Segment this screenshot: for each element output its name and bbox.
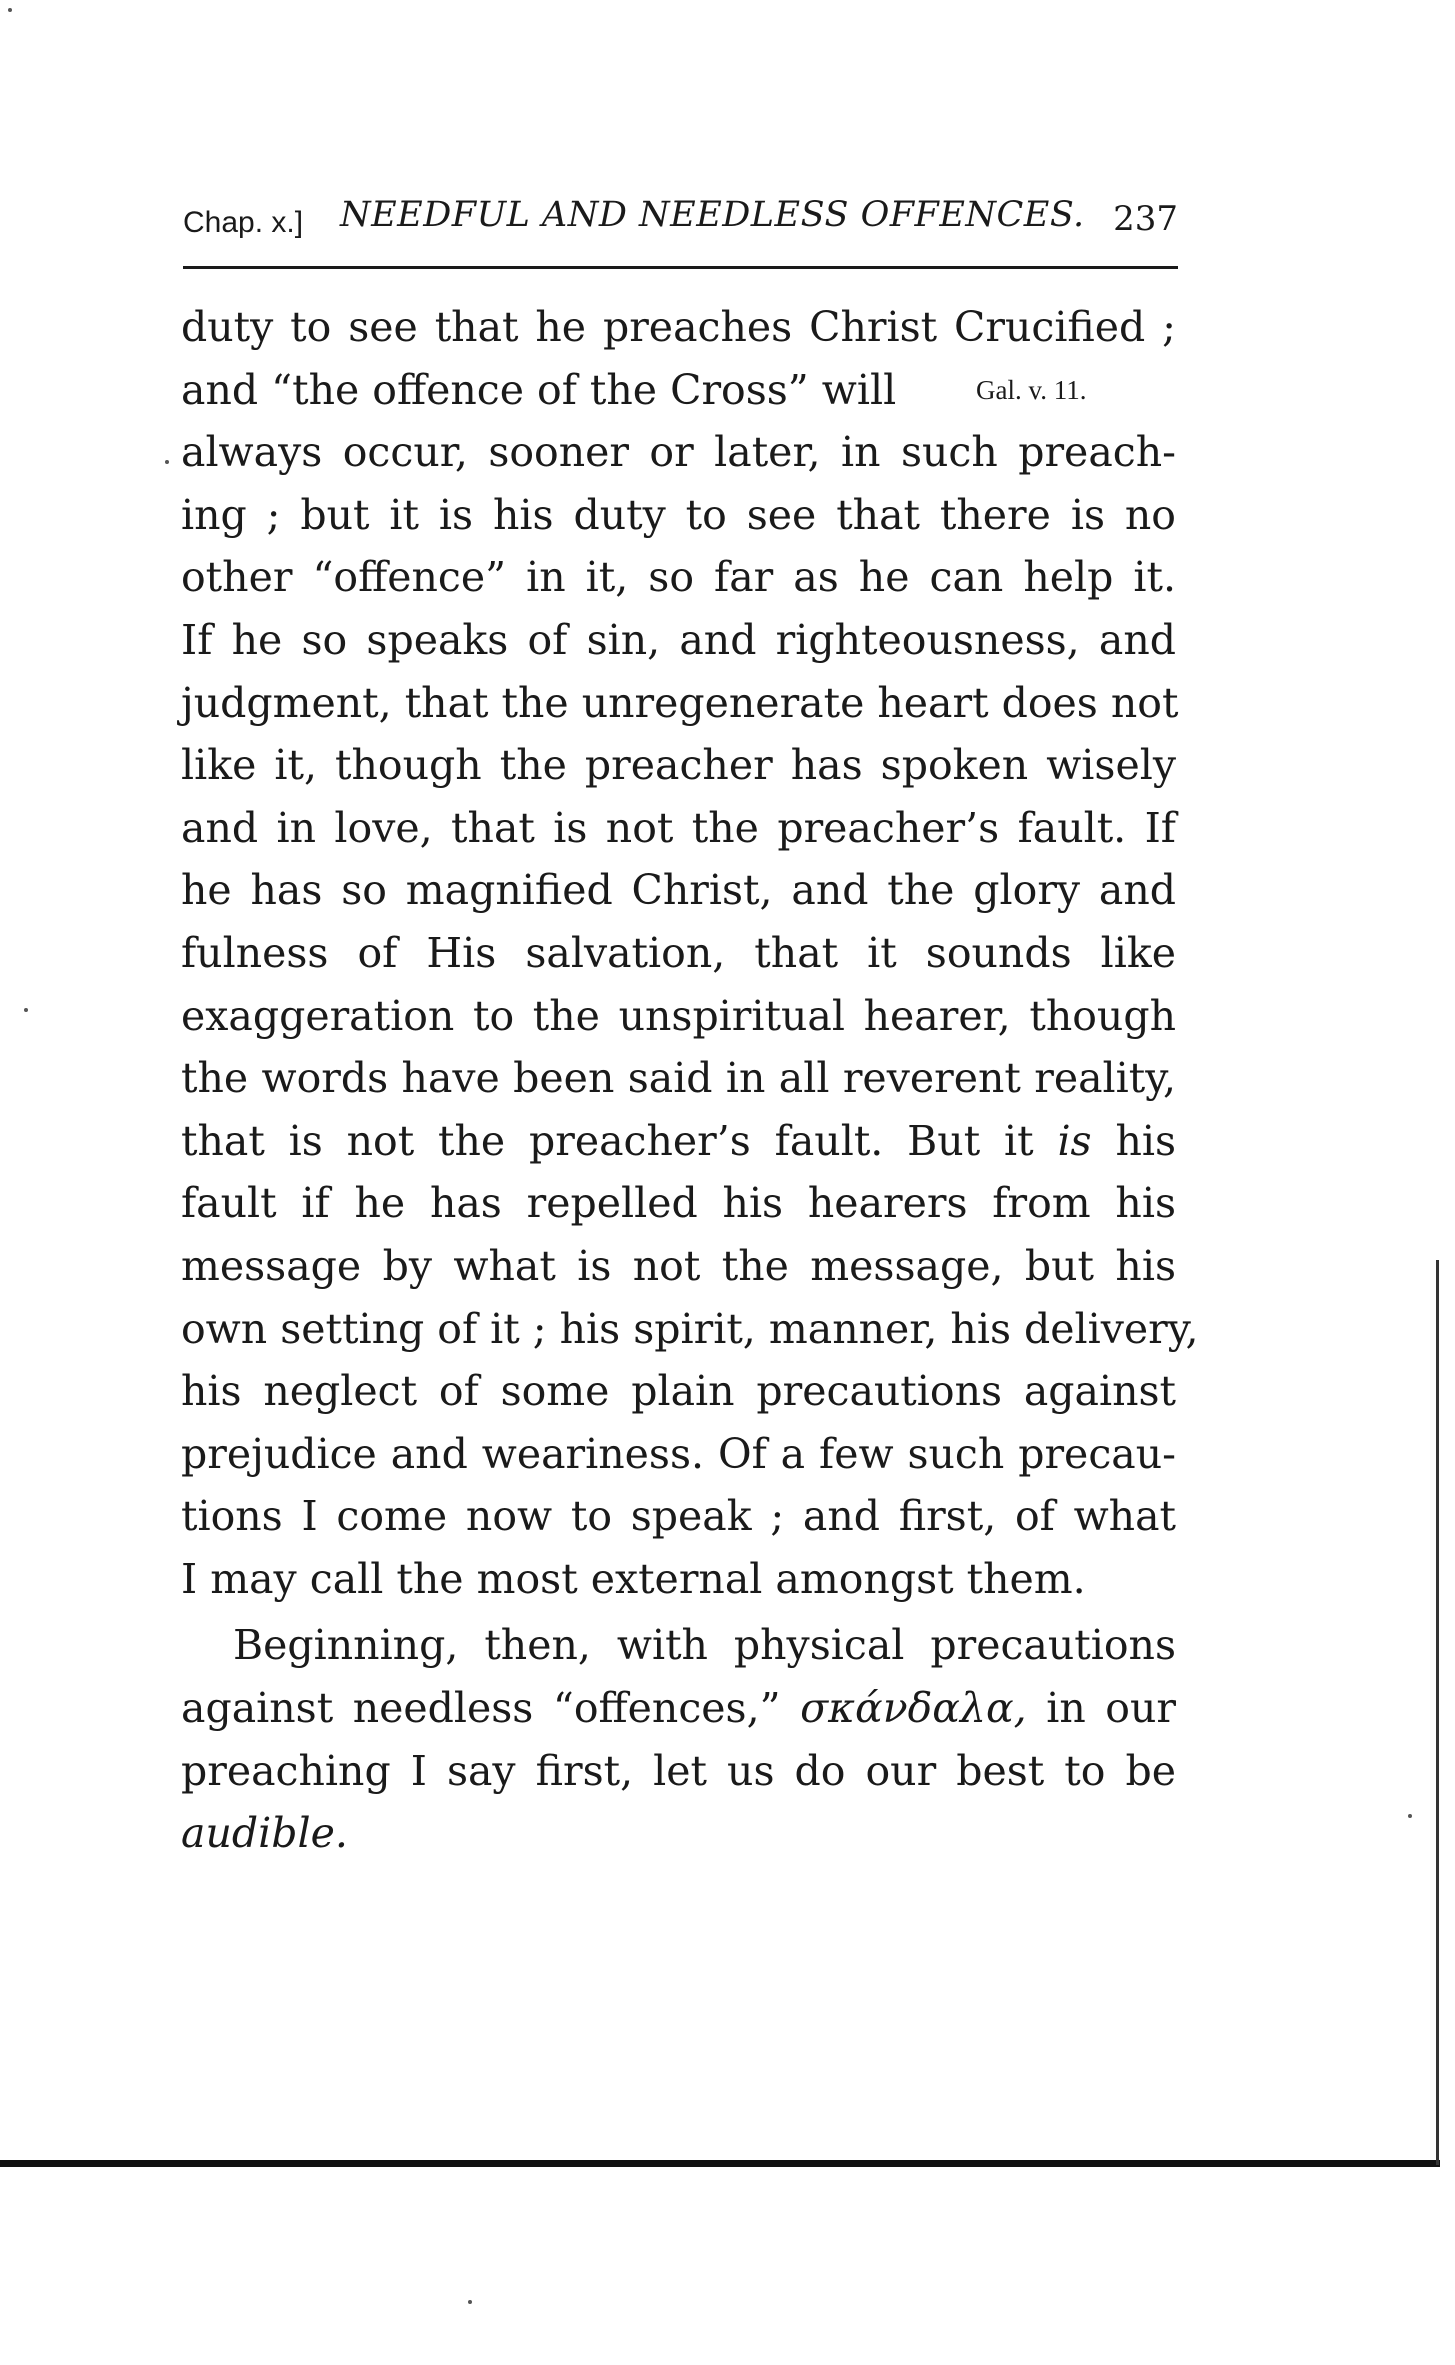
header-rule — [183, 266, 1178, 269]
emphasis-is: is — [1057, 1116, 1092, 1165]
text-line: always occur, sooner or later, in such preach- — [181, 428, 1176, 477]
text-line: fulness of His salvation, that it sounds like — [181, 928, 1176, 977]
text-line: against needless “offences,” σκάνδαλα, in our — [181, 1684, 1176, 1733]
text-line: duty to see that he preaches Christ Crucified ; — [181, 303, 1176, 351]
text-line: own setting of it ; his spirit, manner, his delivery, — [181, 1304, 1199, 1353]
greek-word: σκάνδαλα, — [800, 1684, 1027, 1733]
body-text — [181, 296, 1199, 1865]
text-line: exaggeration to the unspiritual hearer, though — [181, 991, 1176, 1040]
scan-speck — [1408, 1814, 1412, 1818]
text-line: fault if he has repelled his hearers from his — [181, 1179, 1176, 1228]
chapter-label: Chap. x.] — [183, 206, 304, 239]
text-line: that is not the preacher’s fault. But it is his — [181, 1116, 1176, 1165]
page-right-edge — [1436, 1260, 1439, 2165]
text-line: Beginning, then, with physical precautions — [233, 1621, 1176, 1670]
text-line — [181, 1802, 1176, 1865]
text-line: the words have been said in all reverent reality, — [181, 1054, 1176, 1103]
text-line: he has so magnified Christ, and the glory and — [181, 866, 1176, 915]
scan-speck — [165, 460, 169, 464]
page-number: 237 — [1113, 199, 1178, 239]
text-line: I may call the most external amongst them. — [181, 1554, 1086, 1603]
text-line: message by what is not the message, but his — [181, 1241, 1176, 1290]
scan-speck — [8, 8, 12, 12]
scan-speck — [468, 2300, 472, 2304]
text-line: ing ; but it is his duty to see that there is no — [181, 490, 1176, 539]
text-line: tions I come now to speak ; and first, of what — [181, 1492, 1176, 1541]
text-line: If he so speaks of sin, and righteousness, and — [181, 615, 1176, 664]
page-bottom-edge — [0, 2160, 1440, 2167]
text-line: preaching I say first, let us do our best to be — [181, 1746, 1176, 1795]
text-line: like it, though the preacher has spoken wisely — [181, 741, 1176, 790]
margin-note: Gal. v. 11. — [976, 375, 1087, 405]
text-line: and “the offence of the Cross” will — [181, 365, 897, 414]
text-line: judgment, that the unregenerate heart does not — [181, 678, 1179, 727]
text-line: and in love, that is not the preacher’s fault. If — [181, 803, 1176, 852]
text-line: prejudice and weariness. Of a few such precau- — [181, 1429, 1176, 1478]
emphasis-audible: audible. — [181, 1809, 348, 1858]
text-line: other “offence” in it, so far as he can help it. — [181, 553, 1176, 602]
text-line: his neglect of some plain precautions against — [181, 1367, 1176, 1416]
running-head — [183, 190, 1178, 240]
scan-speck — [24, 1008, 28, 1012]
chapter-title: NEEDFUL AND NEEDLESS OFFENCES. — [340, 195, 1085, 235]
